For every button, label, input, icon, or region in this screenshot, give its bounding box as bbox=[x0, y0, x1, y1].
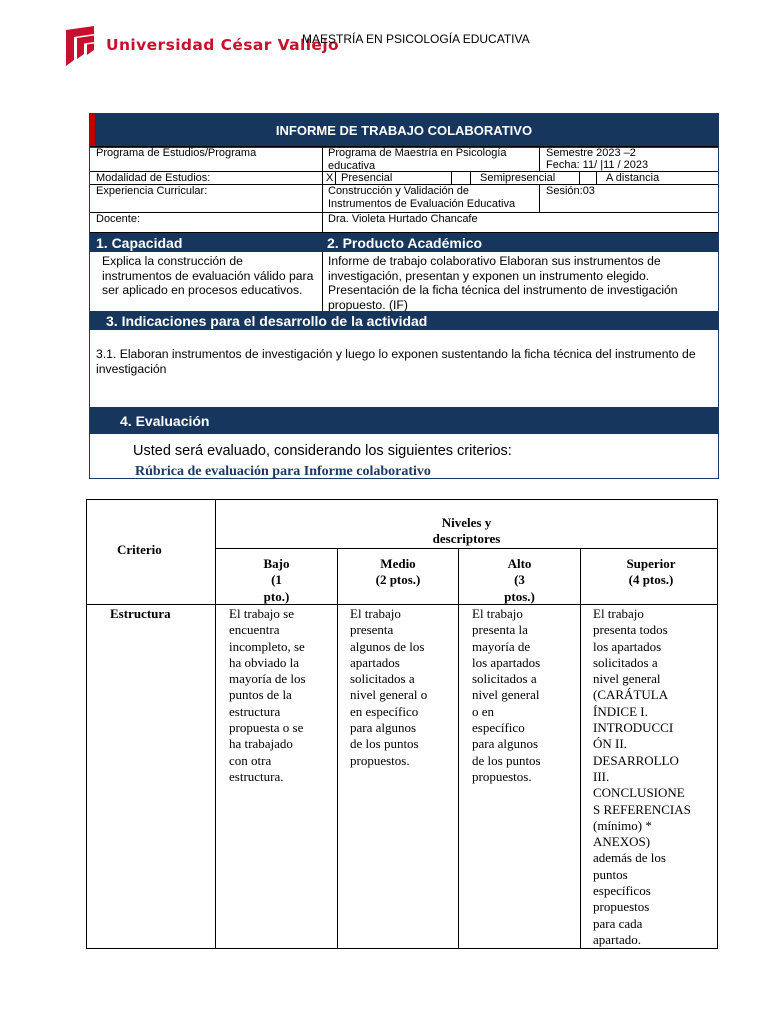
informe-title-bar bbox=[90, 114, 718, 148]
modalidad-semipresencial: Semipresencial bbox=[480, 172, 556, 184]
docente-value: Dra. Violeta Hurtado Chancafe bbox=[328, 213, 478, 225]
ucv-shield-icon bbox=[64, 26, 98, 66]
descriptor-bajo: El trabajo se encuentra incompleto, se ha obviado la mayoría de los puntos de la estructura propuesta o se ha trabajado con otra estructura. bbox=[229, 606, 306, 784]
capacidad-text: Explica la construcción de instrumentos de evaluación válido para ser aplicado en procesos educativos. bbox=[102, 254, 314, 297]
descriptor-alto: El trabajo presenta la mayoría de los apartados solicitados a nivel general o en específico para algunos de los puntos propuestos. bbox=[472, 606, 541, 784]
modalidad-mark: X bbox=[326, 172, 334, 184]
producto-heading: 2. Producto Académico bbox=[327, 235, 483, 251]
capacidad-producto-bar bbox=[90, 233, 718, 252]
informe-title: INFORME DE TRABAJO COLABORATIVO bbox=[275, 123, 533, 138]
evaluacion-heading: 4. Evaluación bbox=[120, 413, 210, 429]
level-alto: Alto (3 ptos.) bbox=[504, 556, 535, 604]
programa-label: Programa de Estudios/Programa bbox=[96, 147, 257, 159]
descriptor-medio: El trabajo presenta algunos de los apartados solicitados a nivel general o en específico para algunos de los puntos propuestos. bbox=[350, 606, 428, 768]
descriptor-superior: El trabajo presenta todos los apartados solicitados a nivel general (CARÁTULA ÍNDICE I. INTRODUCCI ÓN II. DESARROLLO III. CONCLUSIONE S REFERENCIAS (mínimo) * ANEXOS) además de los puntos específicos propuestos para cada apartado. bbox=[593, 606, 691, 947]
informe-box bbox=[89, 113, 719, 479]
row-criterio: Estructura bbox=[110, 606, 171, 621]
criterio-header: Criterio bbox=[117, 542, 162, 557]
indicaciones-heading: 3. Indicaciones para el desarrollo de la actividad bbox=[106, 313, 428, 329]
sesion: Sesión:03 bbox=[546, 185, 595, 197]
modalidad-presencial: Presencial bbox=[341, 172, 393, 184]
semestre: Semestre 2023 –2 bbox=[546, 147, 636, 159]
usted-text: Usted será evaluado, considerando los siguientes criterios: bbox=[133, 443, 512, 459]
producto-text: Informe de trabajo colaborativo Elaboran sus instrumentos de investigación, presentan y exponen un instrumento elegido. Presentación de la ficha técnica del instrumento de investigación propuesto. (IF) bbox=[328, 254, 678, 312]
experiencia-label: Experiencia Curricular: bbox=[96, 185, 208, 197]
niveles-header: Niveles y descriptores bbox=[432, 515, 501, 547]
university-logo bbox=[64, 26, 340, 66]
capacidad-heading: 1. Capacidad bbox=[96, 235, 183, 251]
rubrica-title: Rúbrica de evaluación para Informe colaborativo bbox=[135, 464, 431, 479]
docente-label: Docente: bbox=[96, 213, 141, 225]
indicaciones-text: 3.1. Elaboran instrumentos de investigación y luego lo exponen sustentando la ficha técnica del instrumento de investigación bbox=[96, 347, 696, 376]
modalidad-distancia: A distancia bbox=[606, 172, 660, 184]
fecha: Fecha: 11/ |11 / 2023 bbox=[546, 159, 649, 171]
rubric-table bbox=[86, 499, 718, 949]
modalidad-label: Modalidad de Estudios: bbox=[96, 172, 211, 184]
level-bajo: Bajo (1 pto.) bbox=[263, 556, 290, 604]
indicaciones-bar bbox=[90, 311, 718, 330]
level-medio: Medio (2 ptos.) bbox=[375, 556, 421, 588]
programa-value: Programa de Maestría en Psicología educativa bbox=[328, 147, 507, 172]
level-superior: Superior (4 ptos.) bbox=[626, 556, 676, 588]
evaluacion-bar bbox=[90, 407, 718, 434]
program-title: MAESTRÍA EN PSICOLOGÍA EDUCATIVA bbox=[302, 32, 530, 46]
experiencia-value: Construcción y Validación de Instrumentos de Evaluación Educativa bbox=[328, 185, 516, 210]
university-name: Universidad César Vallejo bbox=[106, 36, 340, 54]
